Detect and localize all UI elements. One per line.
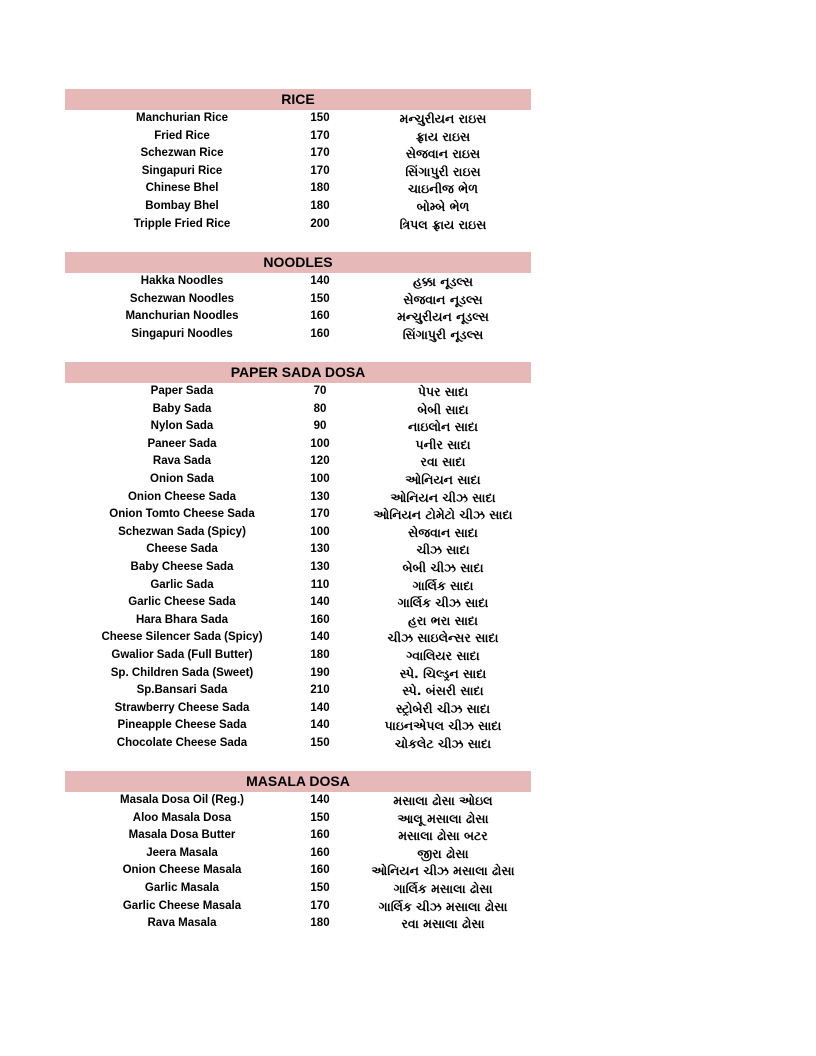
item-price: 200	[310, 217, 330, 230]
item-name: Rava Sada	[152, 455, 212, 468]
item-name-gujarati: રવા મસાલા ઢોસા	[401, 916, 485, 932]
item-price: 150	[310, 292, 330, 305]
menu-item-row	[65, 506, 531, 524]
item-name: Singapuri Noodles	[131, 327, 233, 340]
item-name: Sp.Bansari Sada	[136, 684, 228, 697]
item-name: Hara Bhara Sada	[135, 613, 229, 626]
menu-item-row	[65, 326, 531, 344]
menu-item-row	[65, 418, 531, 436]
menu-list	[65, 273, 531, 343]
menu-item-row	[65, 792, 531, 810]
menu-item-row	[65, 647, 531, 665]
item-name: Baby Sada	[152, 402, 212, 415]
item-price: 140	[310, 794, 330, 806]
item-price: 160	[310, 613, 330, 626]
item-name-gujarati: આલૂ મસાલા ઢોસા	[397, 810, 489, 826]
menu-item-row	[65, 180, 531, 198]
item-name: Hakka Noodles	[140, 275, 224, 287]
menu-item-row	[65, 436, 531, 454]
item-name-gujarati: હરા ભરા સાદા	[408, 612, 478, 628]
menu-list	[65, 383, 531, 752]
item-name: Onion Cheese Sada	[127, 490, 236, 503]
item-name-gujarati: ગાર્લિક મસાલા ઢોસા	[393, 880, 493, 896]
item-name-gujarati: સેજવાન રાઇસ	[405, 146, 481, 162]
item-price: 170	[310, 508, 330, 521]
item-name-gujarati: પેપર સાદા	[417, 384, 469, 399]
item-name: Garlic Sada	[150, 578, 214, 591]
item-price: 100	[310, 472, 330, 485]
item-price: 100	[310, 525, 330, 538]
item-name-gujarati: ચીઝ સાઇલેન્સર સાદા	[387, 630, 499, 646]
item-name-gujarati: બેબી ચીઝ સાદા	[402, 559, 484, 575]
menu-item-row	[65, 163, 531, 181]
menu-item-row	[65, 401, 531, 419]
item-name-gujarati: ચાઇનીજ ભેળ	[408, 181, 478, 197]
item-name: Singapuri Rice	[141, 164, 223, 177]
item-name-gujarati: સ્ટ્રોબેરી ચીઝ સાદા	[395, 700, 491, 716]
item-name-gujarati: પનીર સાદા	[415, 436, 471, 452]
item-price: 150	[310, 736, 330, 749]
item-price: 180	[310, 199, 330, 212]
menu-item-row	[65, 612, 531, 630]
section-paper-sada-dosa	[65, 362, 531, 752]
item-name-gujarati: સિંગાપુરી નૂડલ્સ	[402, 326, 484, 342]
item-price: 170	[310, 899, 330, 912]
item-price: 140	[310, 631, 330, 644]
item-name-gujarati: ઓનિયન ચીઝ મસાલા ઢોસા	[371, 863, 515, 879]
item-price: 140	[310, 275, 330, 287]
item-name: Bombay Bhel	[145, 199, 219, 212]
item-name-gujarati: ગાર્લિક ચીઝ સાદા	[397, 595, 489, 611]
item-name-gujarati: પાઇનએપલ ચીઝ સાદા	[384, 718, 502, 734]
menu-item-row	[65, 489, 531, 507]
item-name-gujarati: નાઇલોન સાદા	[408, 419, 478, 435]
item-name: Schezwan Noodles	[129, 292, 235, 305]
item-name-gujarati: મસાલા ઢોસા બટર	[398, 828, 488, 844]
menu-item-row	[65, 471, 531, 489]
item-price: 140	[310, 719, 330, 732]
section-title: NOODLES	[65, 252, 531, 273]
menu-item-row	[65, 880, 531, 898]
item-name: Schezwan Sada (Spicy)	[118, 525, 246, 538]
menu-item-row	[65, 665, 531, 683]
section-title: MASALA DOSA	[65, 771, 531, 792]
item-name-gujarati: મન્ચુરીયન રાઇસ	[399, 111, 487, 126]
menu-item-row	[65, 524, 531, 542]
menu-item-row	[65, 198, 531, 216]
item-name-gujarati: ત્રિપલ ફ્રાય રાઇસ	[399, 216, 487, 232]
item-name-gujarati: રવા સાદા	[420, 454, 466, 470]
item-name: Masala Dosa Oil (Reg.)	[120, 794, 244, 806]
item-name: Sp. Children Sada (Sweet)	[110, 666, 254, 679]
item-name-gujarati: બોમ્બે ભેળ	[416, 198, 470, 214]
section-rice	[65, 89, 531, 233]
item-price: 80	[313, 402, 327, 415]
item-price: 140	[310, 596, 330, 609]
item-name-gujarati: બેબી સાદા	[417, 401, 469, 417]
menu-item-row	[65, 594, 531, 612]
item-name-gujarati: ગાર્લિક ચીઝ મસાલા ઢોસા	[378, 898, 508, 914]
item-price: 180	[310, 182, 330, 195]
item-name: Cheese Sada	[146, 543, 218, 556]
section-title: RICE	[65, 89, 531, 110]
item-name: Paneer Sada	[147, 437, 217, 450]
item-name-gujarati: હક્કા નૂડલ્સ	[412, 274, 474, 289]
item-price: 150	[310, 112, 330, 124]
item-name: Onion Cheese Masala	[122, 864, 242, 877]
item-price: 170	[310, 129, 330, 142]
menu-item-row	[65, 577, 531, 595]
item-name: Onion Tomto Cheese Sada	[109, 508, 255, 521]
item-name-gujarati: સિંગાપુરી રાઇસ	[405, 163, 481, 179]
menu-item-row	[65, 827, 531, 845]
item-name-gujarati: ગાર્લિક સાદા	[412, 577, 474, 593]
item-name: Jeera Masala	[146, 846, 218, 859]
item-name: Schezwan Rice	[140, 147, 224, 160]
item-name: Masala Dosa Butter	[128, 829, 236, 842]
menu-item-row	[65, 682, 531, 700]
item-name: Manchurian Rice	[135, 112, 229, 124]
menu-item-row	[65, 810, 531, 828]
menu-item-row	[65, 717, 531, 735]
menu-item-row	[65, 145, 531, 163]
item-price: 190	[310, 666, 330, 679]
item-name: Cheese Silencer Sada (Spicy)	[101, 631, 263, 644]
menu-item-row	[65, 862, 531, 880]
item-name: Pineapple Cheese Sada	[117, 719, 247, 732]
item-name: Nylon Sada	[150, 420, 214, 433]
item-name: Onion Sada	[150, 472, 214, 485]
item-name-gujarati: ગ્વાલિયર સાદા	[406, 647, 480, 663]
item-name-gujarati: ઓનિયન ચીઝ સાદા	[390, 489, 496, 505]
section-masala-dosa	[65, 771, 531, 933]
item-price: 170	[310, 164, 330, 177]
menu-item-row	[65, 291, 531, 309]
item-price: 180	[310, 917, 330, 930]
item-price: 130	[310, 543, 330, 556]
menu-item-row	[65, 308, 531, 326]
menu-item-row	[65, 629, 531, 647]
item-price: 140	[310, 701, 330, 714]
item-name-gujarati: ઓનિયન સાદા	[405, 471, 481, 487]
item-price: 110	[310, 578, 330, 591]
item-name: Chocolate Cheese Sada	[116, 736, 248, 749]
item-name: Gwalior Sada (Full Butter)	[111, 648, 253, 661]
item-price: 130	[310, 490, 330, 503]
item-name-gujarati: ફ્રાય રાઇસ	[415, 128, 471, 144]
item-price: 130	[310, 560, 330, 573]
section-title: PAPER SADA DOSA	[65, 362, 531, 383]
item-name: Garlic Masala	[144, 881, 220, 894]
menu-item-row	[65, 898, 531, 916]
item-price: 160	[310, 864, 330, 877]
item-name-gujarati: મસાલા ઢોસા ઓઇલ	[393, 793, 493, 808]
item-name: Rava Masala	[147, 917, 217, 930]
menu-item-row	[65, 273, 531, 291]
menu-list	[65, 792, 531, 933]
menu-item-row	[65, 216, 531, 234]
item-name: Chinese Bhel	[145, 182, 219, 195]
item-name: Baby Cheese Sada	[130, 560, 234, 573]
item-name-gujarati: સેજવાન સાદા	[408, 524, 478, 540]
menu-item-row	[65, 845, 531, 863]
item-name: Garlic Cheese Sada	[128, 596, 236, 609]
item-price: 90	[313, 420, 327, 433]
menu-item-row	[65, 559, 531, 577]
item-name: Paper Sada	[150, 385, 214, 397]
item-price: 180	[310, 648, 330, 661]
item-price: 160	[310, 846, 330, 859]
menu-item-row	[65, 110, 531, 128]
menu-item-row	[65, 128, 531, 146]
item-name-gujarati: મન્ચુરીયન નૂડલ્સ	[397, 309, 489, 325]
item-name: Aloo Masala Dosa	[132, 811, 232, 824]
item-name-gujarati: જીરા ઢોસા	[417, 845, 469, 861]
menu-item-row	[65, 453, 531, 471]
item-name: Tripple Fried Rice	[133, 217, 231, 230]
menu-item-row	[65, 915, 531, 933]
item-name: Manchurian Noodles	[125, 310, 239, 323]
menu-item-row	[65, 541, 531, 559]
menu-item-row	[65, 383, 531, 401]
item-price: 160	[310, 327, 330, 340]
item-price: 160	[310, 310, 330, 323]
item-name: Fried Rice	[154, 129, 210, 142]
item-price: 150	[310, 881, 330, 894]
item-price: 170	[310, 147, 330, 160]
item-name-gujarati: ઓનિયન ટોમેટો ચીઝ સાદા	[373, 507, 513, 523]
item-name-gujarati: ચોકલેટ ચીઝ સાદા	[394, 735, 492, 751]
item-price: 120	[310, 455, 330, 468]
section-noodles	[65, 252, 531, 343]
item-name: Garlic Cheese Masala	[122, 899, 242, 912]
menu-item-row	[65, 700, 531, 718]
item-price: 160	[310, 829, 330, 842]
item-name-gujarati: ચીઝ સાદા	[416, 542, 470, 558]
item-price: 150	[310, 811, 330, 824]
item-price: 100	[310, 437, 330, 450]
item-price: 70	[313, 385, 327, 397]
menu-item-row	[65, 735, 531, 753]
item-price: 210	[310, 684, 330, 697]
item-name-gujarati: સેજવાન નૂડલ્સ	[403, 291, 483, 307]
item-name: Strawberry Cheese Sada	[114, 701, 250, 714]
item-name-gujarati: સ્પે. બંસરી સાદા	[402, 683, 484, 699]
menu-list	[65, 110, 531, 233]
item-name-gujarati: સ્પે. ચિલ્ડ્રન સાદા	[399, 665, 487, 681]
